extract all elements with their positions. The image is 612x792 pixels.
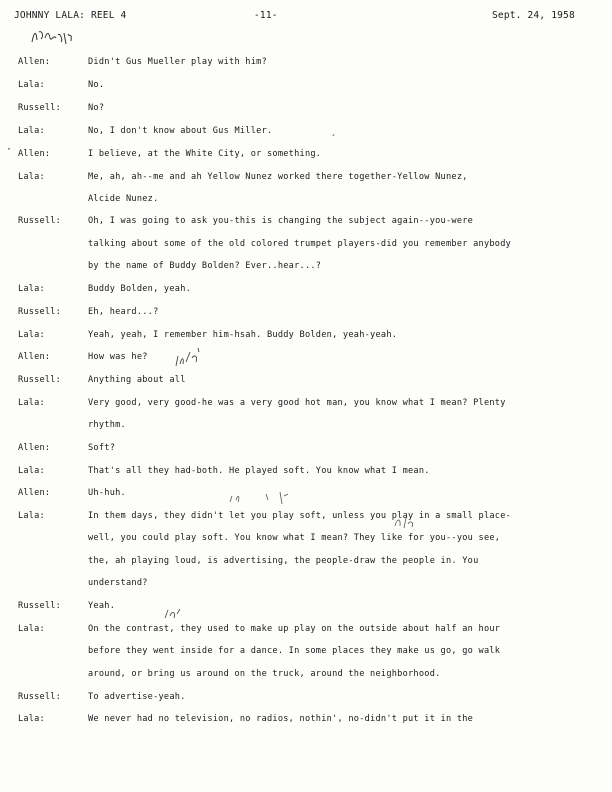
utterance-text: I believe, at the White City, or something. xyxy=(88,149,322,159)
utterance-text: No? xyxy=(88,103,105,113)
utterance-text: around, or bring us around on the truck, around the neighborhood. xyxy=(88,669,441,679)
transcript-line xyxy=(0,307,612,323)
speaker-label: Allen: xyxy=(18,443,51,453)
transcript-line xyxy=(0,375,612,391)
transcript-line xyxy=(0,80,612,96)
speaker-label: Lala: xyxy=(18,172,45,182)
utterance-text: rhythm. xyxy=(88,420,126,430)
transcript-line xyxy=(0,466,612,482)
utterance-text: by the name of Buddy Bolden? Ever..hear...? xyxy=(88,261,322,271)
utterance-text: understand? xyxy=(88,578,148,588)
speaker-label: Russell: xyxy=(18,601,61,611)
transcript-line xyxy=(0,443,612,459)
speaker-label: Allen: xyxy=(18,488,51,498)
transcript-line xyxy=(0,172,612,188)
utterance-text: Soft? xyxy=(88,443,116,453)
utterance-text: Anything about all xyxy=(88,375,186,385)
transcript-line xyxy=(0,420,612,436)
transcript-line xyxy=(0,669,612,685)
header-date: Sept. 24, 1958 xyxy=(492,10,575,21)
transcript-line xyxy=(0,488,612,504)
utterance-text: Buddy Bolden, yeah. xyxy=(88,284,192,294)
utterance-text: How was he? xyxy=(88,352,148,362)
transcript-line xyxy=(0,624,612,640)
speaker-label: Lala: xyxy=(18,80,45,90)
transcript-line xyxy=(0,261,612,277)
speaker-label: Lala: xyxy=(18,330,45,340)
speaker-label: Lala: xyxy=(18,284,45,294)
transcript-line xyxy=(0,578,612,594)
page-number: -11- xyxy=(254,10,278,21)
utterance-text: Eh, heard...? xyxy=(88,307,159,317)
utterance-text: Yeah. xyxy=(88,601,116,611)
speaker-label: Allen: xyxy=(18,57,51,67)
utterance-text: That's all they had-both. He played soft. You know what I mean. xyxy=(88,466,430,476)
utterance-text: No, I don't know about Gus Miller. xyxy=(88,126,273,136)
transcript-line xyxy=(0,601,612,617)
utterance-text: We never had no television, no radios, nothin', no-didn't put it in the xyxy=(88,714,474,724)
utterance-text: Oh, I was going to ask you-this is changing the subject again--you-were xyxy=(88,216,474,226)
utterance-text: talking about some of the old colored trumpet players-did you remember anybody xyxy=(88,239,512,249)
transcript-line xyxy=(0,352,612,368)
utterance-text: In them days, they didn't let you play soft, unless you play in a small place- xyxy=(88,511,512,521)
speaker-label: Russell: xyxy=(18,692,61,702)
utterance-text: Yeah, yeah, I remember him-hsah. Buddy Bolden, yeah-yeah. xyxy=(88,330,398,340)
transcript-line xyxy=(0,398,612,414)
utterance-text: the, ah playing loud, is advertising, the people-draw the people in. You xyxy=(88,556,479,566)
utterance-text: Very good, very good-he was a very good hot man, you know what I mean? Plenty xyxy=(88,398,506,408)
transcript-line xyxy=(0,646,612,662)
utterance-text: Alcide Nunez. xyxy=(88,194,159,204)
utterance-text: Didn't Gus Mueller play with him? xyxy=(88,57,267,67)
header-reel-label: JOHNNY LALA: REEL 4 xyxy=(14,10,127,21)
utterance-text: On the contrast, they used to make up play on the outside about half an hour xyxy=(88,624,501,634)
utterance-text: before they went inside for a dance. In some places they make us go, go walk xyxy=(88,646,501,656)
transcript-line xyxy=(0,284,612,300)
transcript-line xyxy=(0,194,612,210)
transcript-line xyxy=(0,216,612,232)
transcript-line xyxy=(0,330,612,346)
speaker-label: Lala: xyxy=(18,624,45,634)
margin-mark: · xyxy=(6,144,13,155)
utterance-text: Uh-huh. xyxy=(88,488,126,498)
speaker-label: Russell: xyxy=(18,103,61,113)
transcript-line xyxy=(0,149,612,165)
speaker-label: Russell: xyxy=(18,307,61,317)
transcript-line xyxy=(0,103,612,119)
speaker-label: Lala: xyxy=(18,126,45,136)
utterance-text: Me, ah, ah--me and ah Yellow Nunez worked there together-Yellow Nunez, xyxy=(88,172,468,182)
speaker-label: Lala: xyxy=(18,466,45,476)
speaker-label: Russell: xyxy=(18,216,61,226)
utterance-text: No. xyxy=(88,80,105,90)
transcript-line xyxy=(0,533,612,549)
margin-mark: ´ xyxy=(330,134,337,145)
speaker-label: Lala: xyxy=(18,714,45,724)
speaker-label: Lala: xyxy=(18,398,45,408)
transcript-line xyxy=(0,556,612,572)
transcript-line xyxy=(0,57,612,73)
speaker-label: Allen: xyxy=(18,352,51,362)
transcript-line xyxy=(0,239,612,255)
transcript-line xyxy=(0,714,612,730)
speaker-label: Allen: xyxy=(18,149,51,159)
handwritten-initials xyxy=(30,26,74,48)
utterance-text: well, you could play soft. You know what I mean? They like for you--you see, xyxy=(88,533,501,543)
speaker-label: Lala: xyxy=(18,511,45,521)
transcript-line xyxy=(0,511,612,527)
transcript-line xyxy=(0,126,612,142)
speaker-label: Russell: xyxy=(18,375,61,385)
utterance-text: To advertise-yeah. xyxy=(88,692,186,702)
transcript-line xyxy=(0,692,612,708)
